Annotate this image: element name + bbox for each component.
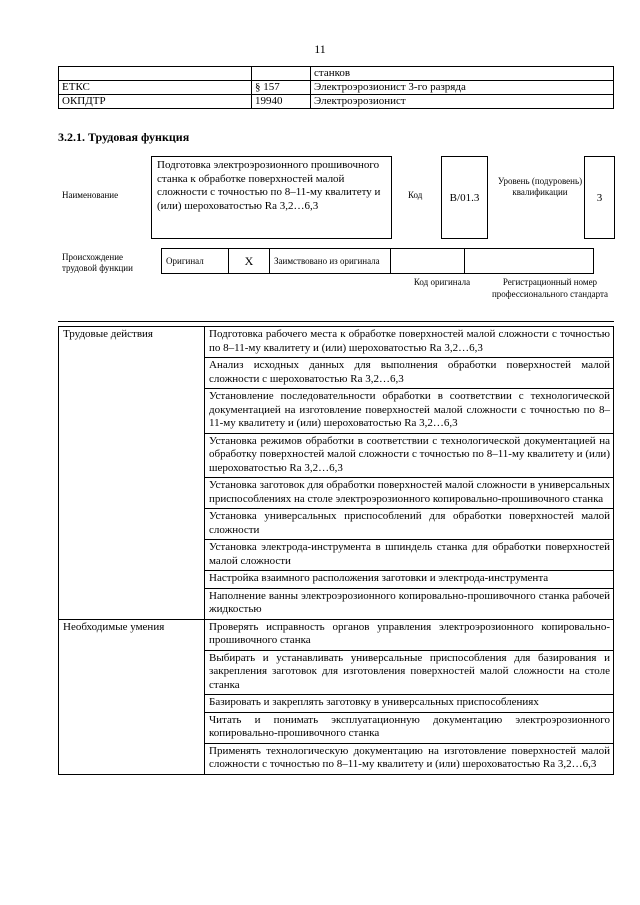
borrowed-label: Заимствовано из оригинала <box>270 249 391 274</box>
list-item: Установка заготовок для обработки поверхностей малой сложности в универсальных приспособлениях на столе электроэрозионного копировально-прошивочного станка <box>205 478 614 509</box>
section-title: 3.2.1. Трудовая функция <box>58 130 190 144</box>
list-item: Наполнение ванны электроэрозионного копировально-прошивочного станка рабочей жидкостью <box>205 588 614 619</box>
required-skills-label: Необходимые умения <box>59 619 205 774</box>
list-item: Проверять исправность органов управления электроэрозионного копировально-прошивочного станка <box>205 619 614 650</box>
list-item: Применять технологическую документацию на изготовление поверхностей малой сложности с точностью по 8–11-му квалитету и (или) шероховатостью Ra 3,2…6,3 <box>205 743 614 774</box>
page-number: 11 <box>314 42 326 56</box>
classifier-table <box>58 66 614 109</box>
code-original-cell <box>391 249 465 274</box>
function-code: B/01.3 <box>449 191 480 204</box>
qualification-level: 3 <box>596 191 603 204</box>
classifier-desc: Электроэрозионист <box>311 95 614 109</box>
function-details-table <box>58 326 614 775</box>
list-item: Читать и понимать эксплуатационную документацию электроэрозионного копировально-прошивочного станка <box>205 712 614 743</box>
code-label: Код <box>408 190 423 200</box>
table-row <box>59 327 614 358</box>
code-original-label: Код оригинала <box>413 277 471 287</box>
divider <box>58 321 614 322</box>
original-mark: X <box>229 249 270 274</box>
name-label: Наименование <box>62 190 119 200</box>
qualification-level-box <box>584 156 615 239</box>
origin-label: Происхождение трудовой функции <box>62 252 133 273</box>
classifier-code: § 157 <box>252 81 311 95</box>
original-label: Оригинал <box>162 249 229 274</box>
list-item: Подготовка рабочего места к обработке поверхностей малой сложности с точностью по 8–11-му квалитету и (или) шероховатостью Ra 3,2…6,3 <box>205 327 614 358</box>
table-row <box>59 95 614 109</box>
table-row <box>59 67 614 81</box>
classifier-desc: Электроэрозионист 3-го разряда <box>311 81 614 95</box>
function-name-box: Подготовка электроэрозионного прошивочного станка к обработке поверхностей малой сложности с точностью по 8–11-му квалитету и (или) шероховатостью Ra 3,2…6,3 <box>151 156 392 239</box>
classifier-code <box>252 67 311 81</box>
table-row <box>59 81 614 95</box>
list-item: Установка электрода-инструмента в шпиндель станка для обработки поверхностей малой сложности <box>205 540 614 571</box>
origin-table <box>161 248 594 274</box>
classifier-name: ЕТКС <box>59 81 252 95</box>
list-item: Базировать и закреплять заготовку в универсальных приспособлениях <box>205 695 614 713</box>
qualification-level-label: Уровень (подуровень) квалификации <box>497 176 583 197</box>
table-row <box>59 619 614 650</box>
list-item: Выбирать и устанавливать универсальные приспособления для базирования и закрепления заготовок для изготовления поверхностей малой сложности на столе станка <box>205 650 614 695</box>
classifier-desc: станков <box>311 67 614 81</box>
labor-actions-label: Трудовые действия <box>59 327 205 620</box>
list-item: Установка режимов обработки в соответствии с технологической документацией на обработку поверхностей малой сложности с точностью по 8–11-му квалитету и (или) шероховатостью Ra 3,2…6,3 <box>205 433 614 478</box>
list-item: Установка универсальных приспособлений для обработки поверхностей малой сложности <box>205 509 614 540</box>
table-row <box>162 249 594 274</box>
function-code-box <box>441 156 488 239</box>
list-item: Настройка взаимного расположения заготовки и электрода-инструмента <box>205 571 614 589</box>
classifier-name <box>59 67 252 81</box>
list-item: Установление последовательности обработки в соответствии с технологической документацией на изготовление поверхностей малой сложности с точностью по 8–11-му квалитету и (или) шероховатостью Ra 3,2…6,3 <box>205 389 614 434</box>
classifier-name: ОКПДТР <box>59 95 252 109</box>
classifier-code: 19940 <box>252 95 311 109</box>
list-item: Анализ исходных данных для выполнения обработки поверхностей малой сложности с шероховатостью Ra 3,2…6,3 <box>205 358 614 389</box>
reg-number-label: Регистрационный номер профессионального стандарта <box>491 277 609 299</box>
reg-number-cell <box>465 249 594 274</box>
